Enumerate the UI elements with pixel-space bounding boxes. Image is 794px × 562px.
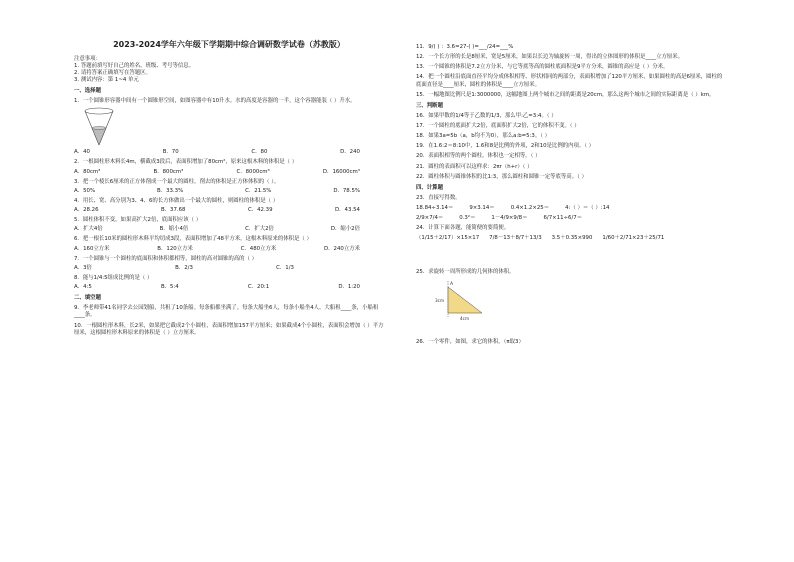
section-heading: 四、计算题 [416,184,443,191]
option[interactable]: C．80 [251,149,268,156]
question-3: 3．把一个棱长6厘米的正方体削成一个最大的圆柱，削去的体积是正方体体积的（ ）。 [74,178,280,185]
options-6 [74,246,384,253]
note-item: 2. 请将答案正确填写在答题区。 [74,69,151,76]
option[interactable]: C．42.39 [247,207,273,214]
question-5: 5．圆柱体积不变，如果高扩大2倍，底面积应该（ ） [74,217,202,224]
question-1: 1．一个圆锥形容器中间有一个圆锥形空间，如图容器中有10升水。水的高度是容器的一半，这个容器能装（ ）升水。 [74,98,356,105]
option[interactable]: D．240 [340,149,360,156]
rotation-triangle-figure [434,279,494,323]
note-item: 1. 答题前填写好自己的姓名、班级、考号等信息。 [74,62,195,69]
options-5 [74,226,384,233]
simplify-calc-row [416,235,726,242]
question-17: 17．一个圆柱的底面扩大2倍，底面积扩大2倍，它的体积不变。（ ） [416,123,580,129]
question-14: 14．把一个圆柱沿底面直径平均分成体积相等、形状相同的两部分，表面积增加了120平方厘米，如果圆柱的高是6厘米，圆柱的底面直径是____厘米，圆柱的体积是____立方厘米。 [416,74,723,88]
note-item: 3. 测试内容：第 1~4 单元 [74,76,139,83]
question-26: 26．一个零件，如图，求它的体积。（π取3） [416,338,524,345]
notes [74,56,384,85]
question-24: 24．计算下面各题，能简便的要简便。 [416,225,510,232]
page-title: 2023-2024学年六年级下学期期中综合调研数学试卷（苏教版） [113,40,345,49]
calc-item: 0.4×1.2×25＝ [510,205,550,211]
question-4: 4．用长、宽、高分别为3、4、6的长方体做出一个最大的圆柱，则圆柱的体积是（ ） [74,197,279,204]
calc-item: 18.84÷3.14＝ [416,205,454,211]
question-7: 7．一个圆锥与一个圆柱的底面积和体积都相等，圆柱的高对圆锥的高的（ ） [74,255,258,262]
calc-item: 0.3²＝ [459,215,476,222]
question-21: 21．圆柱的表面积可以这样求：2πr（h+r）（ ） [416,163,533,170]
calc-expr: 3.5＋0.35×990 [551,235,593,242]
option[interactable]: C．20:1 [247,284,270,291]
option[interactable]: A．28.26 [74,207,99,214]
option[interactable]: A．3倍 [74,264,92,271]
calc-item: 4:（ ）＝（ ）:14 [565,205,610,211]
question-25: 25．求旋转一周所形成的几何体的体积。 [416,268,515,275]
option[interactable]: A．4:5 [74,284,92,291]
section-heading: 一、选择题 [74,88,101,95]
option[interactable]: B．2/3 [175,264,193,271]
option[interactable]: A．40 [74,149,90,156]
notes-heading: 注意事项： [74,55,101,62]
option[interactable]: C．21.5% [245,187,272,194]
cone-container-figure [82,107,116,147]
mental-calc-row [416,215,726,222]
options-2 [74,169,384,176]
question-16: 16．如果甲数的1/4等于乙数的1/3，那么甲:乙=3:4。（ ） [416,112,557,119]
question-6: 6．把一根长10米的圆柱形木料平均切成3段，表面积增加了48平方米，这根木料原来的体积是（ ） [74,236,312,243]
right-column [416,36,726,346]
question-20: 20．表面积相等的两个圆柱，体积也一定相等。（ ） [416,153,541,160]
question-13: 13．一个圆锥的体积是7.2立方分米，与它等底等高的圆柱底面积是9平方分米，圆锥的高应是（ ）分米。 [416,64,669,71]
option[interactable]: B．800cm³ [153,168,184,175]
question-2: 2．一根圆柱形木料长4m，横截成3段后，表面积增加了80cm²，原来这根木料的体积是（ ） [74,159,298,166]
option[interactable]: C．扩大2倍 [245,226,274,233]
calc-item: 1－4/9×9/8＝ [491,215,528,222]
question-8: 8．能与1/4:5组成比例的是（ ） [74,274,153,281]
option[interactable]: A．50% [74,187,96,194]
question-18: 18．如果3a=5b（a，b均不为0），那么a:b=5:3。（ ） [416,133,551,140]
question-15: 15．一幅地图比例尺是1:3000000，这幅地图上两个城市之间的距离是20cm，那么这两个城市之间的实际距离是（ ）km。 [416,91,715,98]
axis-label: A [450,281,454,287]
option[interactable]: D．43.54 [335,207,360,214]
option[interactable]: B．70 [162,149,179,156]
question-22: 22．圆柱体积与圆锥体积的比1:3，那么圆柱和圆锥一定等底等高。（ ） [416,173,587,180]
calc-item: 6/7×11÷6/7＝ [543,215,583,222]
option[interactable]: B．33.3% [156,187,184,194]
question-11: 11．9/( ) ：3.6=27-( )=___/24=___% [416,44,514,50]
mental-calc-row [416,205,726,212]
option[interactable]: D．240立方米 [323,245,360,252]
options-7 [74,265,384,272]
question-19: 19．在1.6:2＝8:10中，1.6和8是比例的外项，2和10是比例的内项。（ ） [416,143,595,150]
calc-item: 2/9×7/4＝ [416,215,444,222]
width-label: 4cm [460,315,470,321]
option[interactable]: D．缩小2倍 [330,226,360,233]
option[interactable]: D．78.5% [333,187,360,194]
exam-page [74,36,723,528]
question-12: 12．一个长方形的长是8厘米，宽是5厘米，如果以长边为轴旋转一周，得出的立体图形的体积是____立方厘米。 [416,54,684,61]
option[interactable]: B．37.68 [160,207,186,214]
option[interactable]: C．8000cm³ [236,168,270,175]
option[interactable]: A．160立方米 [74,245,110,252]
options-1 [74,149,384,156]
option[interactable]: A．扩大4倍 [74,226,103,233]
options-8 [74,284,384,291]
calc-expr: 7/8－13＋8/7＋13/3 [489,235,542,242]
question-23: 23．直接写得数。 [416,194,461,201]
height-label: 3cm [435,297,445,303]
option[interactable]: C．1/3 [276,264,294,271]
option[interactable]: D．16000cm³ [322,168,360,175]
option[interactable]: D．1:20 [338,284,360,291]
option[interactable]: C．480立方米 [240,245,277,252]
options-3 [74,188,384,195]
calc-item: 9×3.14＝ [469,205,495,211]
options-4 [74,207,384,214]
section-heading: 二、填空题 [74,295,101,302]
option[interactable]: B．120立方米 [157,245,193,252]
option[interactable]: B．5:4 [160,284,179,291]
question-9: 9．李老师带41名同学去公园划船，共租了10条船。每条船都坐满了。每条大船坐6人，每条小船坐4人。大船租____条，小船租____条。 [74,305,379,319]
calc-expr: （1/15＋2/17）×15×17 [416,235,480,242]
option[interactable]: B．缩小4倍 [159,226,189,233]
option[interactable]: A．80cm³ [74,168,101,175]
section-heading: 三、判断题 [416,102,443,109]
question-10: 10．一根圆柱形木料，长2米，如果把它截成2个小圆柱，表面积增加157平方厘米；如果截成4个小圆柱，表面积会增加（ ）平方厘米，这根圆柱形木料原来的体积是（ ）立方厘米。 [74,322,384,336]
left-column [74,36,384,337]
calc-expr: 1/60＋2/71×23＋25/71 [602,235,665,242]
